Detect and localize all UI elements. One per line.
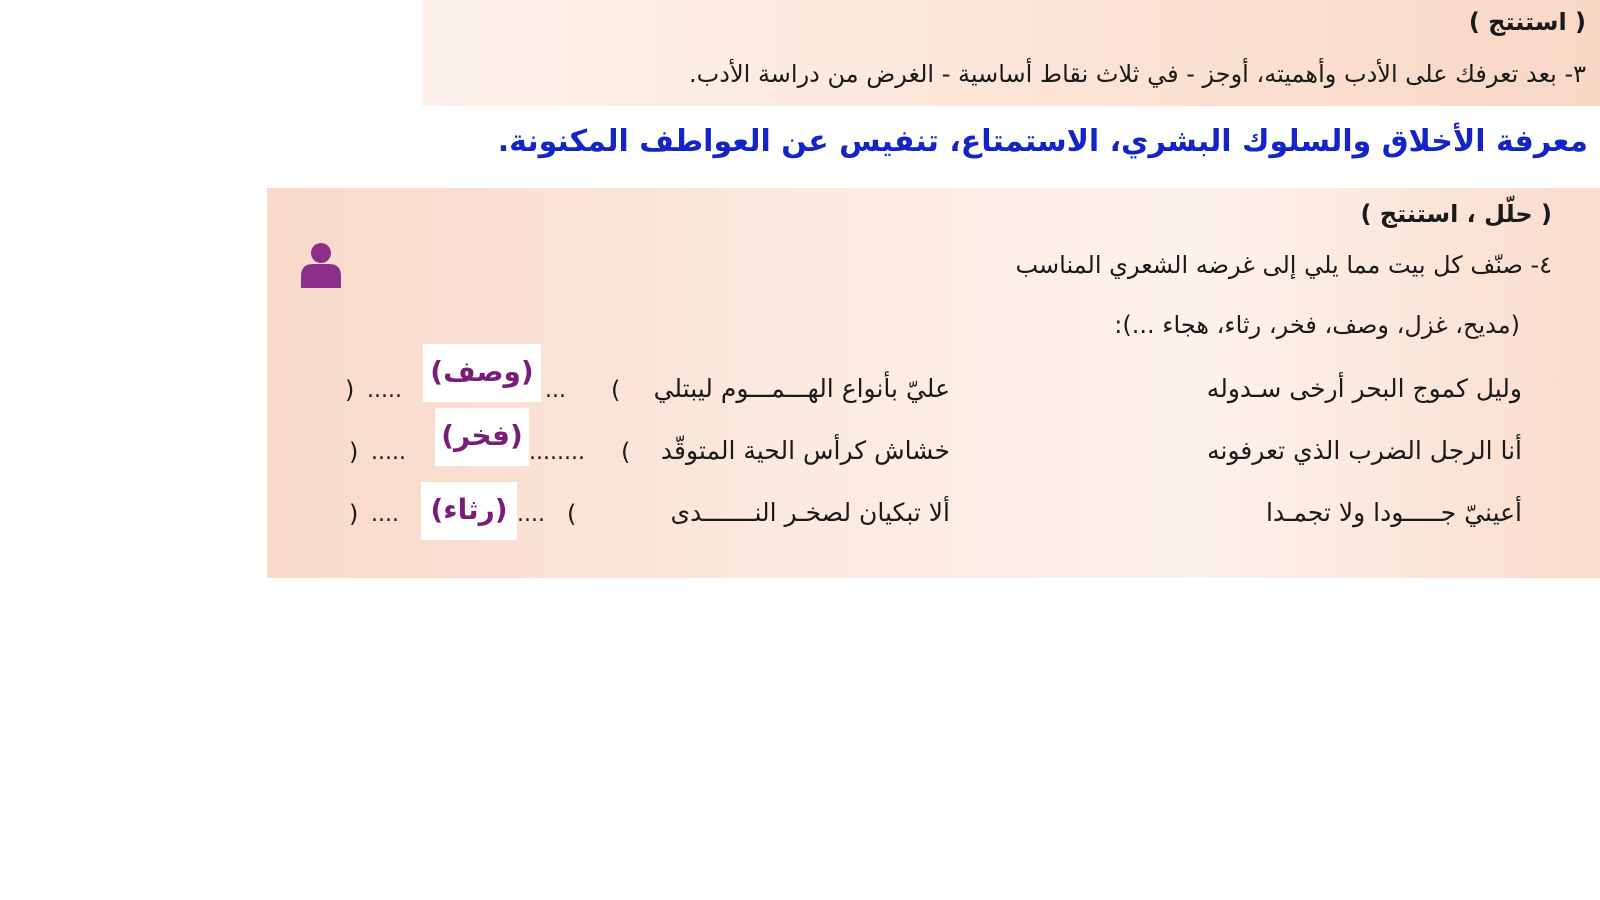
question-4-skill-tag: ( حلّل ، استنتج ): [1360, 200, 1552, 228]
verse-1-second-hemistich: عليّ بأنواع الهـــمـــوم ليبتلي: [653, 374, 950, 403]
verse-3-paren-right: (: [567, 500, 577, 528]
verse-1-dots-left: .....: [367, 378, 402, 403]
question-3-answer: معرفة الأخلاق والسلوك البشري، الاستمتاع، تنفيس عن العواطف المكنونة.: [497, 124, 1588, 159]
verse-2-dots-right: ........: [529, 440, 585, 465]
verse-2-paren-left: ): [349, 438, 359, 466]
verse-row-2: [267, 419, 1600, 488]
verse-2-second-hemistich: خشاش كرأس الحية المتوقّد: [660, 436, 950, 465]
question-4-options: (مديح، غزل، وصف، فخر، رثاء، هجاء ...):: [1114, 311, 1520, 339]
verse-3-answer: (رثاء): [421, 482, 517, 540]
verse-3-paren-left: ): [349, 500, 359, 528]
verse-1-paren-right: (: [611, 376, 621, 404]
verse-row-3: [267, 490, 1600, 550]
verse-2-dots-left: .....: [371, 440, 406, 465]
verse-3-dots-left: ....: [371, 502, 399, 527]
verse-1-first-hemistich: وليل كموج البحر أرخى سـدوله: [1206, 374, 1522, 403]
question-3-skill-tag: ( استنتج ): [1468, 8, 1586, 36]
verse-3-dots-right: ....: [517, 502, 545, 527]
question-3-panel: [422, 0, 1600, 106]
verse-1-answer: (وصف): [423, 344, 541, 402]
verse-2-first-hemistich: أنا الرجل الضرب الذي تعرفونه: [1207, 436, 1522, 465]
verse-3-first-hemistich: أعينيّ جـــــودا ولا تجمـدا: [1266, 498, 1522, 527]
question-3-text: ٣- بعد تعرفك على الأدب وأهميته، أوجز - في ثلاث نقاط أساسية - الغرض من دراسة الأدب.: [689, 60, 1586, 88]
verse-2-answer: (فخر): [435, 408, 529, 466]
verse-2-paren-right: (: [621, 438, 631, 466]
verse-1-paren-left: ): [345, 376, 355, 404]
verse-1-dots-right: ...: [545, 378, 566, 403]
person-icon: [299, 242, 343, 288]
verse-3-second-hemistich: ألا تبكيان لصخـر النـــــــدى: [670, 498, 950, 527]
question-4-panel: [267, 188, 1600, 578]
question-4-text: ٤- صنّف كل بيت مما يلي إلى غرضه الشعري المناسب: [1015, 251, 1552, 279]
